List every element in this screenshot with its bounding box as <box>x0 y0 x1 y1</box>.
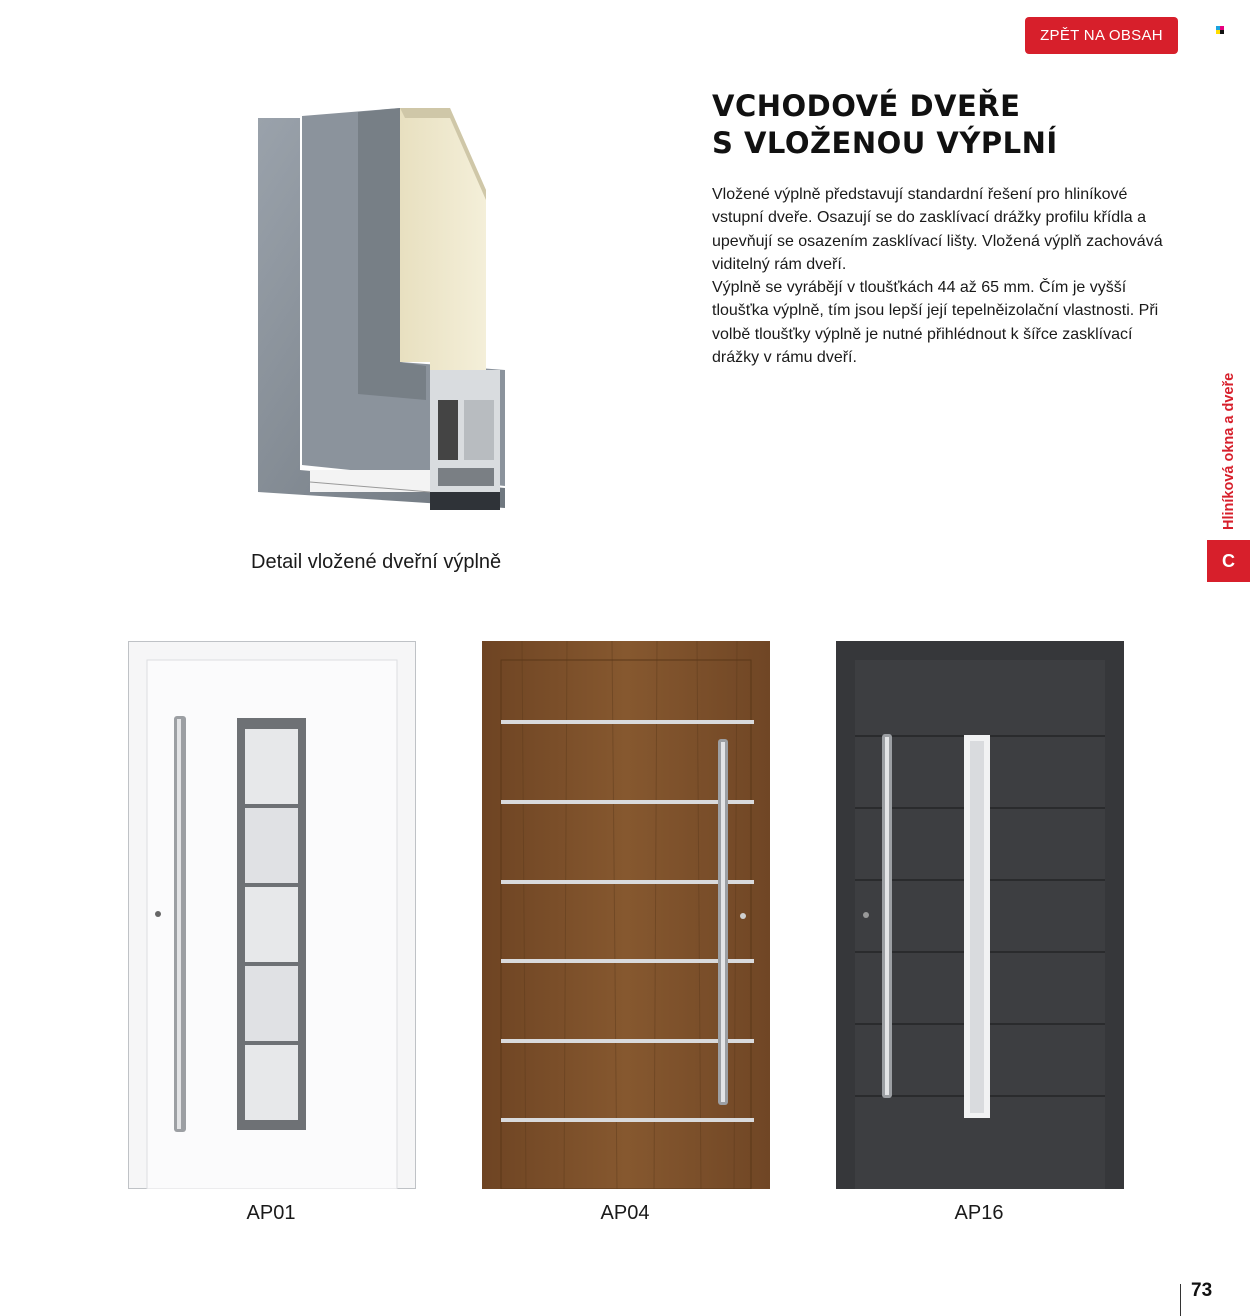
door-ap01-image <box>128 641 416 1189</box>
profile-caption: Detail vložené dveřní výplně <box>251 551 502 573</box>
section-side-label: Hliníková okna a dveře <box>1221 372 1237 530</box>
article-paragraph-1: Vložené výplně představují standardní řešení pro hliníkové vstupní dveře. Osazují se do zasklívací drážky profilu křídla a upevňují se osazením zasklívací lišty. Vložená výplň zachovává viditelný rám dveří. <box>712 186 1163 273</box>
page-number-divider <box>1180 1284 1181 1316</box>
article-body <box>712 183 1182 369</box>
color-mark-icon <box>1216 26 1226 34</box>
back-to-contents-button[interactable]: ZPĚT NA OBSAH <box>1025 17 1178 54</box>
door-ap16-image <box>836 641 1124 1189</box>
door-label-ap16: AP16 <box>954 1202 1004 1224</box>
article-paragraph-2: Výplně se vyrábějí v tloušťkách 44 až 65 mm. Čím je vyšší tloušťka výplně, tím jsou lepší její tepelněizolační vlastnosti. Při volbě tloušťky výplně je nutné přihlédnout k šířce zasklívací drážky v rámu dveří. <box>712 279 1159 367</box>
door-profile-image <box>250 100 520 530</box>
door-ap04-image <box>482 641 770 1189</box>
door-label-ap04: AP04 <box>600 1202 650 1224</box>
page-title <box>712 88 1058 162</box>
section-tab-c[interactable]: C <box>1207 540 1250 582</box>
door-label-ap01: AP01 <box>246 1202 296 1224</box>
title-line-2: S VLOŽENOU VÝPLNÍ <box>712 126 1058 160</box>
page-number: 73 <box>1191 1280 1213 1301</box>
title-line-1: VCHODOVÉ DVEŘE <box>712 89 1021 123</box>
